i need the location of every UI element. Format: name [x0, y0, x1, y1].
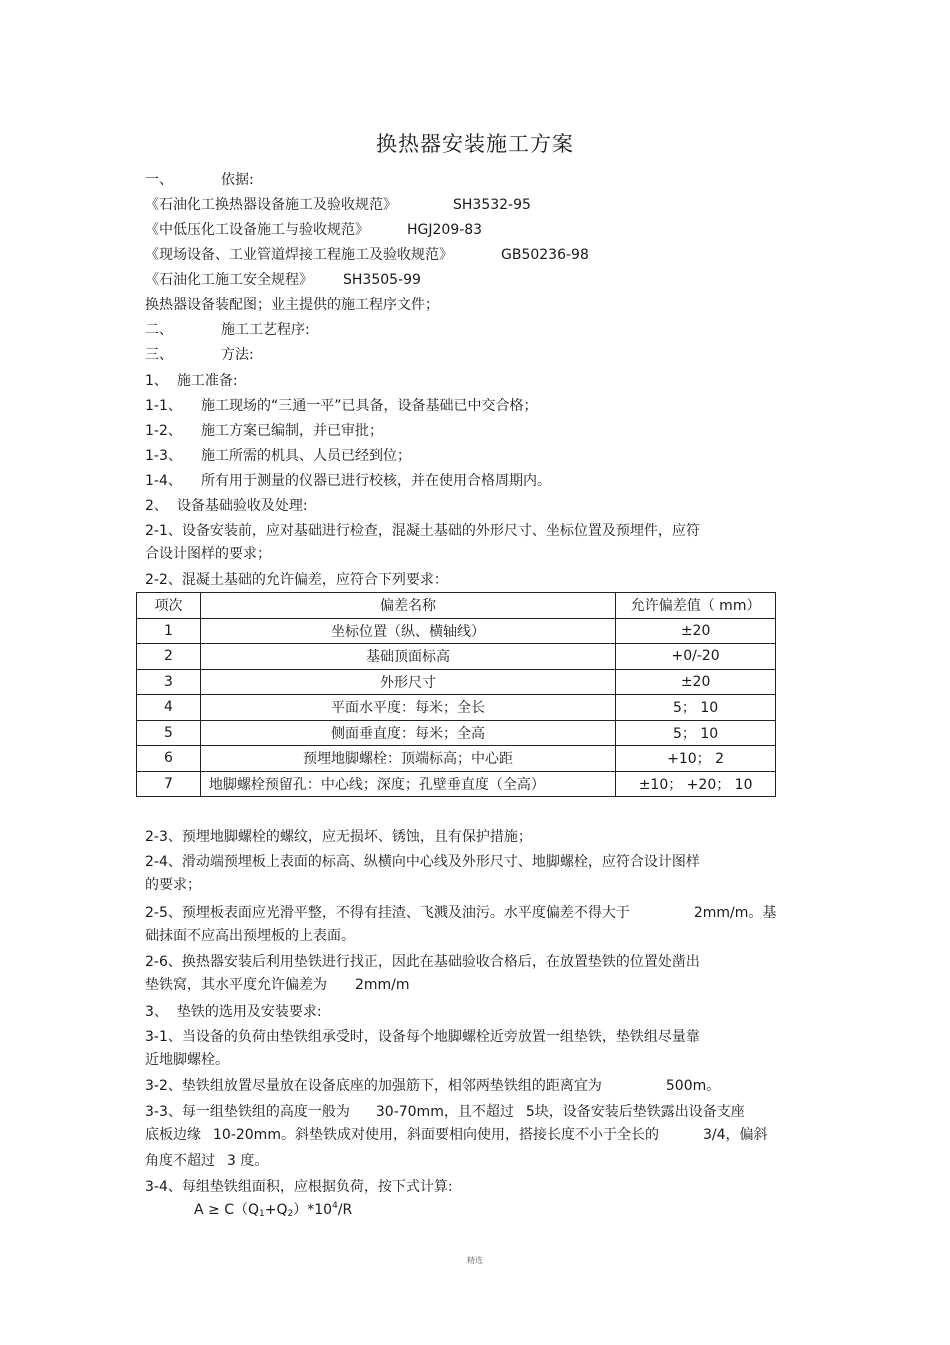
- paragraph-3-3-line1: [145, 1103, 745, 1121]
- paragraph-2-5-line2: 础抹面不应高出预埋板的上表面。: [145, 928, 355, 944]
- table-cell: +10； 2: [616, 746, 776, 772]
- table-cell: +0/-20: [616, 644, 776, 670]
- page-footer: 精选: [467, 1256, 483, 1265]
- item-text: 施工所需的机具、人员已经到位；: [201, 448, 411, 464]
- reference-item: [145, 246, 589, 264]
- table-row: [137, 771, 776, 797]
- text-segment: 底板边缘: [145, 1127, 201, 1143]
- table-header-cell: 项次: [137, 593, 201, 619]
- item-number: 1-1、: [145, 398, 182, 414]
- table-cell: 7: [137, 771, 201, 797]
- table-cell: 基础顶面标高: [200, 644, 615, 670]
- table-cell: 预埋地脚螺栓：顶端标高；中心距: [200, 746, 615, 772]
- paragraph-2-4-line1: 2-4、滑动端预埋板上表面的标高、纵横向中心线及外形尺寸、地脚螺栓，应符合设计图样: [145, 854, 700, 870]
- area-formula: [194, 1199, 352, 1219]
- list-item: [145, 472, 551, 490]
- subsection-label: 设备基础验收及处理:: [176, 498, 308, 514]
- item-number: 1-3、: [145, 448, 182, 464]
- table-header-cell: 允许偏差值（ mm）: [616, 593, 776, 619]
- subsection-1-heading: [145, 372, 238, 390]
- paragraph-2-6-line2: [145, 976, 410, 994]
- reference-item: [145, 196, 531, 214]
- list-item: [145, 422, 383, 440]
- table-row: [137, 746, 776, 772]
- table-cell: ±20: [616, 618, 776, 644]
- subsection-2-heading: [145, 497, 308, 515]
- text-segment: 2mm/m: [355, 977, 410, 993]
- reference-name: 《中低压化工设备施工与验收规范》: [145, 222, 369, 238]
- section-number: 一、: [145, 172, 173, 188]
- subsection-number: 1、: [145, 373, 168, 389]
- section-2-heading: [145, 321, 310, 339]
- section-number: 二、: [145, 322, 173, 338]
- formula-part: A ≥ C（Q: [194, 1202, 260, 1218]
- item-number: 1-4、: [145, 473, 182, 489]
- table-row: [137, 695, 776, 721]
- table-cell: ±10； +20； 10: [616, 771, 776, 797]
- reference-item: [145, 221, 482, 239]
- subsection-number: 2、: [145, 498, 168, 514]
- formula-part: ）*10: [293, 1202, 333, 1218]
- table-cell: 2: [137, 644, 201, 670]
- section-number: 三、: [145, 347, 173, 363]
- table-cell: 外形尺寸: [200, 669, 615, 695]
- text-segment: 5块，设备安装后垫铁露出设备支座: [525, 1104, 745, 1120]
- paragraph-3-1-line2: 近地脚螺栓。: [145, 1052, 229, 1068]
- text-segment: 3/4，偏斜: [702, 1127, 768, 1143]
- table-cell: 1: [137, 618, 201, 644]
- table-cell: 5； 10: [616, 720, 776, 746]
- table-header-cell: 偏差名称: [200, 593, 615, 619]
- table-header-row: [137, 593, 776, 619]
- paragraph-3-3-line3: [145, 1152, 268, 1170]
- subsection-label: 垫铁的选用及安装要求:: [176, 1004, 322, 1020]
- subsection-label: 施工准备:: [176, 373, 238, 389]
- reference-name: 《石油化工施工安全规程》: [145, 272, 313, 288]
- text-segment: 垫铁窝，其水平度允许偏差为: [145, 977, 327, 993]
- text-segment: 3-3、每一组垫铁组的高度一般为: [145, 1104, 350, 1120]
- table-cell: 地脚螺栓预留孔：中心线；深度；孔壁垂直度（全高）: [200, 771, 615, 797]
- table-row: [137, 644, 776, 670]
- table-row: [137, 669, 776, 695]
- list-item: [145, 397, 538, 415]
- paragraph-2-4-line2: 的要求；: [145, 877, 201, 893]
- text-segment: 10-20mm。斜垫铁成对使用，斜面要相向使用，搭接长度不小于全长的: [213, 1127, 659, 1143]
- list-item: [145, 447, 411, 465]
- table-cell: 6: [137, 746, 201, 772]
- paragraph-3-4: 3-4、每组垫铁组面积，应根据负荷，按下式计算:: [145, 1179, 453, 1195]
- reference-code: SH3532-95: [453, 197, 531, 213]
- paragraph-2-1-line2: 合设计图样的要求；: [145, 546, 271, 562]
- section-label: 施工工艺程序:: [221, 322, 310, 338]
- reference-item: [145, 271, 421, 289]
- paragraph-3-2: [145, 1077, 720, 1095]
- paragraph-2-1-line1: 2-1、设备安装前，应对基础进行检查，混凝土基础的外形尺寸、坐标位置及预埋件，应符: [145, 523, 700, 539]
- paragraph-2-2: 2-2、混凝土基础的允许偏差，应符合下列要求：: [145, 572, 448, 588]
- table-row: [137, 720, 776, 746]
- table-row: [137, 618, 776, 644]
- section-label: 依据:: [221, 172, 254, 188]
- item-text: 施工方案已编制，并已审批；: [201, 423, 383, 439]
- reference-code: GB50236-98: [501, 247, 589, 263]
- subsection-3-heading: [145, 1003, 322, 1021]
- section-3-heading: [145, 346, 254, 364]
- text-segment: 30-70mm，且不超过: [375, 1104, 514, 1120]
- page-title: 换热器安装施工方案: [376, 132, 574, 156]
- formula-part: /R: [337, 1202, 353, 1218]
- formula-part: +Q: [264, 1202, 288, 1218]
- item-text: 施工现场的“三通一平”已具备，设备基础已中交合格；: [201, 398, 538, 414]
- section-label: 方法:: [221, 347, 254, 363]
- paragraph-3-3-line2: [145, 1126, 768, 1144]
- table-cell: 侧面垂直度：每米；全高: [200, 720, 615, 746]
- paragraph-3-1-line1: 3-1、当设备的负荷由垫铁组承受时，设备每个地脚螺栓近旁放置一组垫铁，垫铁组尽量靠: [145, 1029, 700, 1045]
- reference-name: 《石油化工换热器设备施工及验收规范》: [145, 197, 397, 213]
- paragraph-2-5-line1: [145, 904, 776, 922]
- text-segment: 3-2、垫铁组放置尽量放在设备底座的加强筋下，相邻两垫铁组的距离宜为: [145, 1078, 602, 1094]
- item-number: 1-2、: [145, 423, 182, 439]
- text-segment: 500m。: [665, 1078, 721, 1094]
- table-cell: 5； 10: [616, 695, 776, 721]
- paragraph-2-6-line1: 2-6、换热器安装后利用垫铁进行找正，因此在基础验收合格后，在放置垫铁的位置处凿出: [145, 954, 700, 970]
- text-segment: 角度不超过: [145, 1153, 215, 1169]
- table-cell: ±20: [616, 669, 776, 695]
- text-segment: 2mm/m。基: [693, 905, 777, 921]
- text-segment: 2-5、预埋板表面应光滑平整，不得有挂渣、飞溅及油污。水平度偏差不得大于: [145, 905, 630, 921]
- formula-subscript: 1: [259, 1209, 265, 1219]
- table-cell: 5: [137, 720, 201, 746]
- section-1-heading: [145, 171, 254, 189]
- table-cell: 平面水平度：每米；全长: [200, 695, 615, 721]
- formula-superscript: 4: [332, 1201, 338, 1211]
- table-cell: 4: [137, 695, 201, 721]
- deviation-table: [136, 592, 776, 797]
- paragraph-2-3: 2-3、预埋地脚螺栓的螺纹，应无损坏、锈蚀，且有保护措施；: [145, 829, 532, 845]
- subsection-number: 3、: [145, 1004, 168, 1020]
- formula-subscript: 2: [287, 1209, 294, 1219]
- table-cell: 3: [137, 669, 201, 695]
- item-text: 所有用于测量的仪器已进行校核，并在使用合格周期内。: [201, 473, 551, 489]
- reference-code: SH3505-99: [343, 272, 421, 288]
- reference-code: HGJ209-83: [407, 222, 483, 238]
- reference-name: 《现场设备、工业管道焊接工程施工及验收规范》: [145, 247, 453, 263]
- reference-extra: 换热器设备装配图；业主提供的施工程序文件；: [145, 297, 439, 313]
- table-cell: 坐标位置（纵、横轴线）: [200, 618, 615, 644]
- text-segment: 3 度。: [227, 1153, 269, 1169]
